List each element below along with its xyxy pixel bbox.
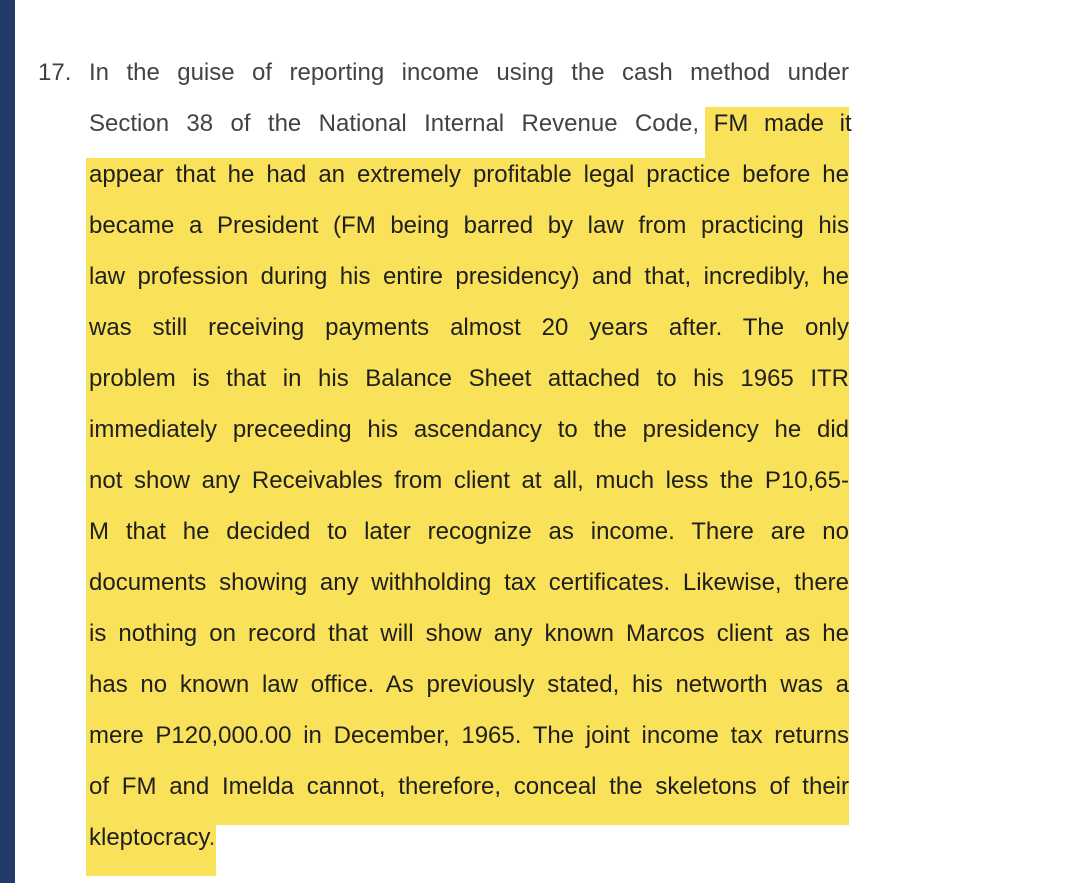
- paragraph-17: [89, 58, 852, 874]
- paragraph-line: [89, 670, 849, 721]
- paragraph-line: [89, 619, 849, 670]
- paragraph-line: [89, 721, 849, 772]
- line-text: In the guise of reporting income using the cash method under: [89, 59, 849, 86]
- paragraph-line: [89, 415, 849, 466]
- paragraph-line: [89, 517, 849, 568]
- highlighted-text: immediately preceeding his ascendancy to the presidency he did: [89, 416, 849, 443]
- paragraph-line: [89, 160, 849, 211]
- item-number: 17.: [38, 59, 72, 86]
- paragraph-line: [89, 568, 849, 619]
- highlighted-text: M that he decided to later recognize as income. There are no: [89, 518, 849, 545]
- highlighted-text: appear that he had an extremely profitable legal practice before he: [89, 161, 849, 188]
- highlighted-text: was still receiving payments almost 20 years after. The only: [89, 314, 849, 341]
- paragraph-line: [89, 211, 849, 262]
- highlighted-text: of FM and Imelda cannot, therefore, conceal the skeletons of their: [89, 773, 849, 800]
- highlighted-text: kleptocracy: [89, 824, 209, 851]
- highlighted-text: problem is that in his Balance Sheet attached to his 1965 ITR: [89, 365, 849, 392]
- paragraph-line: [89, 313, 849, 364]
- final-period: .: [208, 824, 216, 851]
- highlighted-text: mere P120,000.00 in December, 1965. The joint income tax returns: [89, 722, 849, 749]
- paragraph-line: [89, 262, 849, 313]
- highlighted-text: documents showing any withholding tax certificates. Likewise, there: [89, 569, 849, 596]
- highlighted-text: has no known law office. As previously stated, his networth was a: [89, 671, 849, 698]
- paragraph-line: [89, 466, 849, 517]
- paragraph-line: [89, 58, 849, 109]
- highlighted-text: is nothing on record that will show any known Marcos client as he: [89, 620, 849, 647]
- highlighted-text: FM made it: [713, 110, 852, 137]
- paragraph-line: [89, 364, 849, 415]
- highlighted-text: law profession during his entire presidency) and that, incredibly, he: [89, 263, 849, 290]
- left-accent-bar: [0, 0, 15, 883]
- paragraph-line: [89, 823, 849, 874]
- paragraph-line: [89, 109, 852, 160]
- highlighted-text: not show any Receivables from client at all, much less the P10,65-: [89, 467, 849, 494]
- paragraph-line: [89, 772, 849, 823]
- line-text: Section 38 of the National Internal Revenue Code,: [89, 110, 699, 137]
- highlighted-text: became a President (FM being barred by law from practicing his: [89, 212, 849, 239]
